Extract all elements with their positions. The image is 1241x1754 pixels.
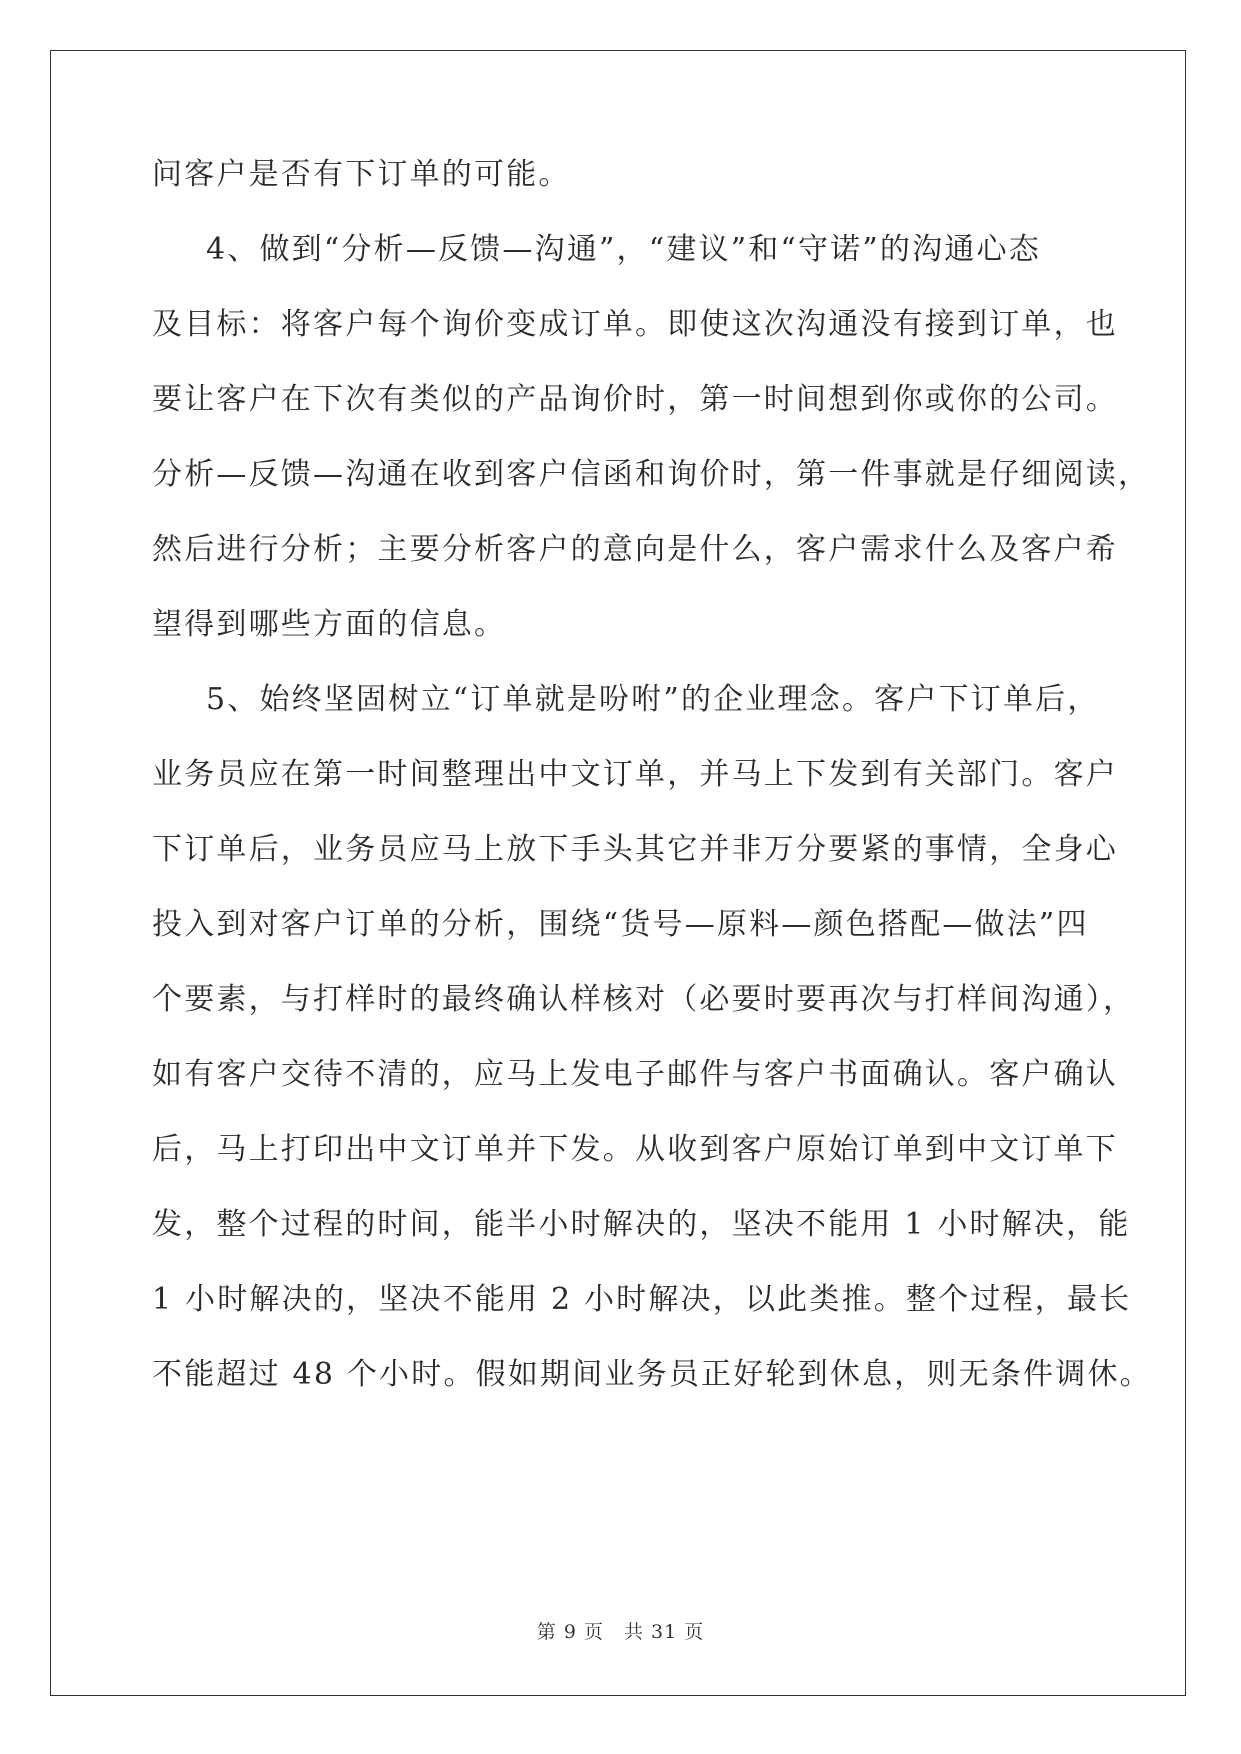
text-line: 如有客户交待不清的，应马上发电子邮件与客户书面确认。客户确认 [152, 1057, 1118, 1092]
text-line: 分析—反馈—沟通在收到客户信函和询价时，第一件事就是仔细阅读， [152, 457, 1151, 492]
text-line: 投入到对客户订单的分析，围绕“货号—原料—颜色搭配—做法”四 [152, 907, 1089, 942]
text-line: 问客户是否有下订单的可能。 [152, 157, 571, 192]
text-line: 不能超过 48 个小时。假如期间业务员正好轮到休息，则无条件调休。 [152, 1357, 1152, 1392]
paragraph-start-line: 4、做到“分析—反馈—沟通”，“建议”和“守诺”的沟通心态 [206, 232, 1041, 267]
text-line: 然后进行分析；主要分析客户的意向是什么，客户需求什么及客户希 [152, 532, 1118, 567]
page-border [50, 50, 1186, 1696]
text-line: 个要素，与打样时的最终确认样核对（必要时要再次与打样间沟通）， [152, 982, 1136, 1017]
text-line: 后，马上打印出中文订单并下发。从收到客户原始订单到中文订单下 [152, 1132, 1118, 1167]
text-line: 下订单后，业务员应马上放下手头其它并非万分要紧的事情，全身心 [152, 832, 1118, 867]
text-line: 发，整个过程的时间，能半小时解决的，坚决不能用 1 小时解决，能 [152, 1207, 1131, 1242]
page-number-footer: 第 9 页 共 31 页 [536, 1621, 705, 1643]
text-line: 1 小时解决的，坚决不能用 2 小时解决，以此类推。整个过程，最长 [152, 1282, 1132, 1317]
text-line: 业务员应在第一时间整理出中文订单，并马上下发到有关部门。客户 [152, 757, 1118, 792]
paragraph-start-line: 5、始终坚固树立“订单就是吩咐”的企业理念。客户下订单后， [206, 682, 1100, 717]
text-line: 望得到哪些方面的信息。 [152, 607, 507, 642]
text-line: 及目标：将客户每个询价变成订单。即使这次沟通没有接到订单，也 [152, 307, 1118, 342]
text-line: 要让客户在下次有类似的产品询价时，第一时间想到你或你的公司。 [152, 382, 1118, 417]
